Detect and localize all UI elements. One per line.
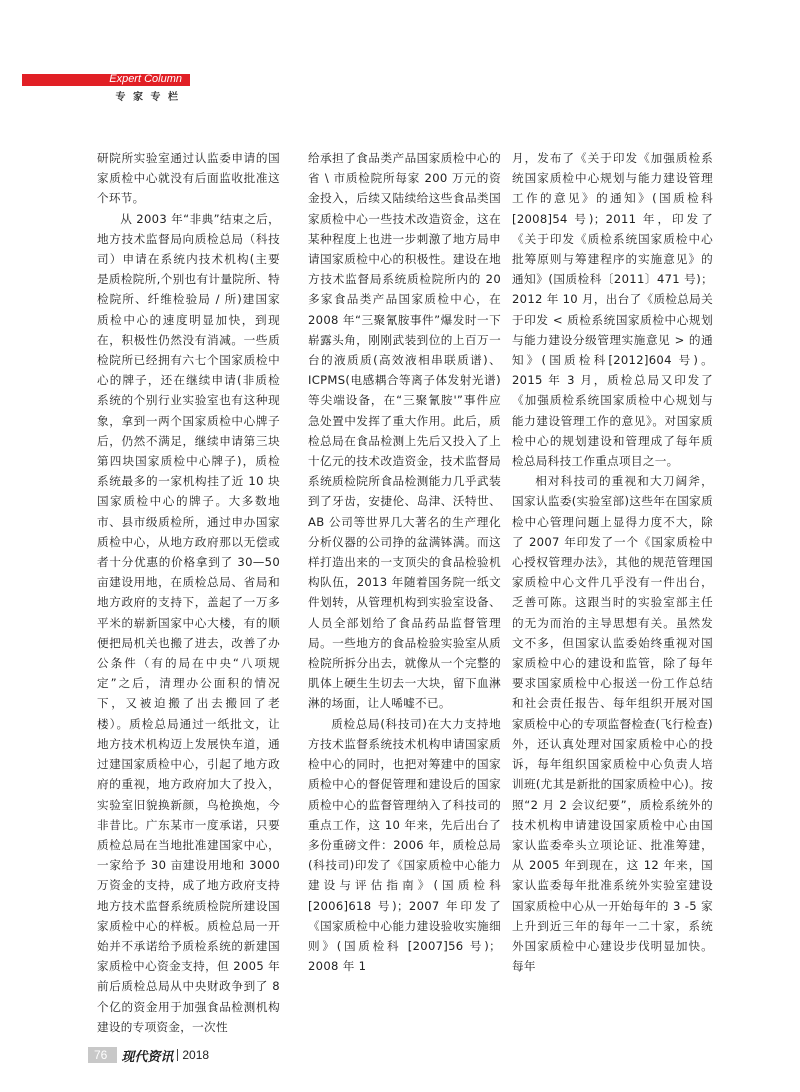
paragraph: 研院所实验室通过认监委申请的国家质检中心就没有后面监收批准这个环节。 [97,151,280,206]
text-column-1 [97,148,280,1037]
column-title-zh: 专 家 专 栏 [115,92,180,103]
issue-year: 2018 [177,1049,209,1061]
page-number: 76 [88,1047,117,1063]
column-title-en: Expert Column [109,73,182,85]
magazine-logo: 现代资讯 [121,1049,174,1065]
text-column-2 [308,148,501,976]
page-footer [88,1046,209,1064]
paragraph: 从 2003 年“非典”结束之后，地方技术监督局向质检总局（科技司）申请在系统内技术机构(主要是质检院所,个别也有计量院所、特检院所、纤维检验局 / 所)建国家质检中心的速度明显加快，到现在，积极性仍然没有消减。一些质检院所已经拥有六七个国家质检中心的牌子，还在继续申请(非质检系统的个别行业实验室也有这种现象，拿到一两个国家质检中心牌子后，仍然不满足，继续申请第三块第四块国家质检中心牌子)，质检系统最多的一家机构挂了近 10 块国家质检中心的牌子。大多数地市、县市级质检所，通过申办国家质检中心，从地方政府那以无偿或者十分优惠的价格拿到了 30—50 亩建设用地，在质检总局、省局和地方政府的支持下，盖起了一万多平米的崭新国家中心大楼，有的顺便把局机关也搬了进去，改善了办公条件（有的局在中央“八项规定”之后，清理办公面积的情况下，又被迫搬了出去搬回了老楼）。质检总局通过一纸批文，让地方技术机构迈上发展快车道，通过建国家质检中心，引起了地方政府的重视，地方政府加大了投入，实验室旧貌换新颜，鸟枪换炮，今非昔比。广东某市一度承诺，只要质检总局在当地批准建国家中心，一家给予 30 亩建设用地和 3000 万资金的支持，成了地方政府支持地方技术监督系统质检院所建设国家质检中心的样板。质检总局一开始并不承诺给予质检系统的新建国家质检中心资金支持，但 2005 年前后质检总局从中央财政争到了 8 个亿的资金用于加强食品检测机构建设的专项资金，一次性 [97,211,280,1034]
paragraph: 给承担了食品类产品国家质检中心的省 \ 市质检院所每家 200 万元的资金投入，后续又陆续给这些食品类国家质检中心一些技术改造资金，这在某种程度上也进一步刺激了地方局申请国家质检中心的积极性。建设在地方技术监督局系统质检院所内的 20 多家食品类产品国家质检中心，在 2008 年“三聚氰胺事件”爆发时一下崭露头角，刚刚武装到位的上百万一台的液质质(高效液相串联质谱)、ICPMS(电感耦合等离子体发射光谱)等尖端设备，在“三聚氰胺'”事件应急处置中发挥了重大作用。此后，质检总局在食品检测上先后又投入了上十亿元的技术改造资金，技术监督局系统质检院所食品检测能力几乎武装到了牙齿，安捷伦、岛津、沃特世、AB 公司等世界几大著名的生产理化分析仪器的公司挣的盆满钵满。而这样打造出来的一支顶尖的食品检验机构队伍，2013 年随着国务院一纸文件划转，从管理机构到实验室设备、人员全部划给了食品药品监督管理局。一些地方的食品检验实验室从质检院所拆分出去，就像从一个完整的肌体上硬生生切去一大块，留下血淋淋的场面，让人唏嘘不已。 [308,151,501,711]
column-header [22,73,190,103]
paragraph: 月，发布了《关于印发《加强质检系统国家质检中心规划与能力建设管理工作的意见》的通知》(国质检科[2008]54 号)；2011 年，印发了《关于印发《质检系统国家质检中心批筹原则与筹建程序的实施意见》的通知》(国质检科〔2011〕471 号)；2012 年 10 月，出台了《质检总局关于印发 < 质检系统国家质检中心规划与能力建设分级管理实施意见 > 的通知》(国质检科[2012]604 号)。2015 年 3 月，质检总局又印发了《加强质检系统国家质检中心规划与能力建设管理工作的意见》。对国家质检中心的规划建设和管理成了每年质检总局科技工作重点项目之一。 [512,151,713,469]
paragraph: 相对科技司的重视和大刀阔斧，国家认监委(实验室部)这些年在国家质检中心管理问题上显得力度不大，除了 2007 年印发了一个《国家质检中心授权管理办法》，其他的规范管理国家质检中心文件几乎没有一件出台，乏善可陈。这跟当时的实验室部主任的无为而治的主导思想有关。虽然发文不多，但国家认监委始终重视对国家质检中心的建设和监管，除了每年要求国家质检中心报送一份工作总结和社会责任报告、每年组织开展对国家质检中心的专项监督检查(飞行检查)外，还认真处理对国家质检中心的投诉，每年组织国家质检中心负责人培训班(尤其是新批的国家质检中心)。按照“2 月 2 会议纪要”，质检系统外的技术机构申请建设国家质检中心由国家认监委牵头立项论证、批准筹建，从 2005 年到现在，这 12 年来，国家认监委每年批准系统外实验室建设国家质检中心从一开始每年的 3 -5 家上升到近三年的每年一二十家，系统外国家质检中心建设步伐明显加快。每年 [512,474,713,974]
header-red-bar [22,74,190,86]
paragraph: 质检总局(科技司)在大力支持地方技术监督系统技术机构申请国家质检中心的同时，也把对筹建中的国家质检中心的督促管理和建设后的国家质检中心的监督管理纳入了科技司的重点工作，这 10 年来，先后出台了多份重磅文件：2006 年，质检总局(科技司)印发了《国家质检中心能力建设与评估指南》(国质检科[2006]618 号)；2007 年印发了《国家质检中心能力建设验收实施细则》(国质检科 [2007]56 号)；2008 年 1 [308,716,501,974]
text-column-3 [512,148,713,976]
